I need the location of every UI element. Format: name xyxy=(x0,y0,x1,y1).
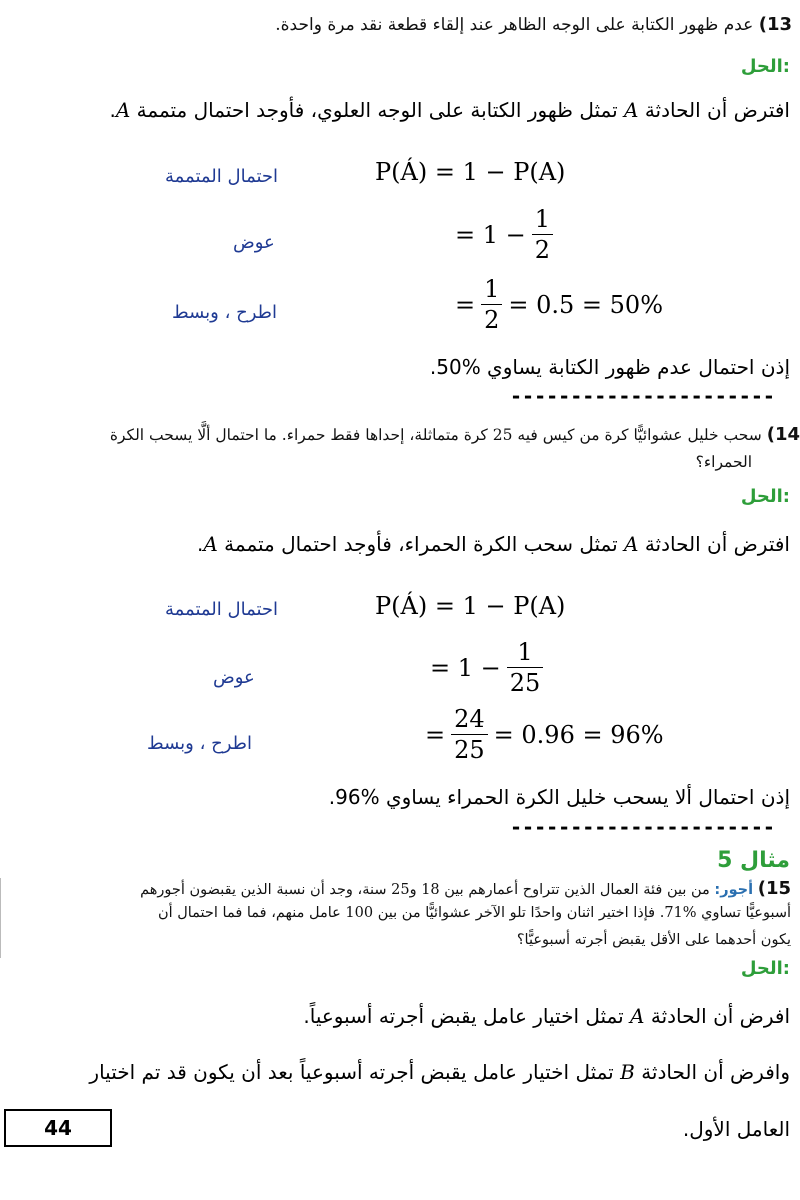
numerator: 1 xyxy=(517,638,533,666)
question-15-keyword: أجور: xyxy=(714,882,754,898)
var-a: A xyxy=(630,1004,645,1028)
eq-text: = 0.5 = 50% xyxy=(508,290,664,319)
numerator: 1 xyxy=(484,275,500,303)
page-number-box xyxy=(4,1109,112,1147)
equation-14-3 xyxy=(425,705,664,764)
label-simplify: اطرح ، وبسط xyxy=(172,302,277,323)
solution-15-line3: العامل الأول. xyxy=(682,1117,790,1141)
eq-text: P(Á) = 1 − P(A) xyxy=(375,592,566,620)
question-13-number: 13) xyxy=(758,14,792,35)
var-b: B xyxy=(620,1060,635,1084)
question-15-line1 xyxy=(140,878,791,899)
equation-14-1 xyxy=(375,592,565,620)
denominator: 25 xyxy=(451,734,488,764)
question-14-number: 14) xyxy=(766,424,800,445)
label-simplify: اطرح ، وبسط xyxy=(147,733,252,754)
question-15-number: 15) xyxy=(757,878,791,899)
denominator: 25 xyxy=(507,667,544,697)
solution-label-15: الحل: xyxy=(740,958,790,979)
question-14 xyxy=(110,424,800,445)
solution-13-intro xyxy=(109,98,790,122)
denominator: 2 xyxy=(532,234,553,264)
question-14-line2: الحمراء؟ xyxy=(695,453,752,471)
question-15-line2: أسبوعيًّا تساوي %71. فإذا اختير اثنان واحدًا تلو الآخر عشوائيًّا من بين 100 عامل منهم، فما فما احتمال أن xyxy=(157,905,791,921)
intro-suffix: تمثل سحب الكرة الحمراء، فأوجد احتمال متممة xyxy=(224,532,618,556)
var-a: A xyxy=(624,532,639,556)
line-prefix: افرض أن الحادثة xyxy=(650,1004,790,1028)
fraction xyxy=(481,275,502,334)
solution-label-13: الحل: xyxy=(740,56,790,77)
example-title: مثال 5 xyxy=(717,848,790,873)
intro-prefix: افترض أن الحادثة xyxy=(644,532,790,556)
eq-text: = xyxy=(455,290,476,319)
label-substitute: عوض xyxy=(213,667,255,688)
line-prefix: وافرض أن الحادثة xyxy=(641,1060,790,1084)
equation-13-3 xyxy=(455,275,663,334)
fraction xyxy=(507,638,544,697)
solution-label-14: الحل: xyxy=(740,486,790,507)
fraction xyxy=(451,705,488,764)
equation-13-2 xyxy=(455,205,559,264)
end-dot: . xyxy=(197,532,204,556)
question-15-line3: يكون أحدهما على الأقل يقبض أجرته أسبوعيًّا؟ xyxy=(516,932,791,948)
solution-14-intro xyxy=(197,532,790,556)
numerator: 24 xyxy=(454,705,485,733)
equation-13-1 xyxy=(375,158,565,186)
eq-text: = 1 − xyxy=(430,653,501,682)
denominator: 2 xyxy=(481,304,502,334)
line-suffix: تمثل اختيار عامل يقبض أجرته أسبوعياً بعد أن يكون قد تم اختيار xyxy=(89,1060,614,1084)
conclusion-14: إذن احتمال ألا يسحب خليل الكرة الحمراء يساوي %96. xyxy=(328,785,790,809)
eq-text: = 0.96 = 96% xyxy=(493,720,664,749)
separator: ---------------------- xyxy=(510,384,775,408)
question-15-text1: من بين فئة العمال الذين تتراوح أعمارهم بين 18 و25 سنة، وجد أن نسبة الذين يقبضون أجورهم xyxy=(140,882,710,898)
var-a: A xyxy=(624,98,639,122)
label-complement: احتمال المتممة xyxy=(165,599,279,620)
question-15 xyxy=(0,878,800,958)
separator: ---------------------- xyxy=(510,815,775,839)
line-suffix: تمثل اختيار عامل يقبض أجرته أسبوعياً. xyxy=(303,1004,624,1028)
question-13-text: عدم ظهور الكتابة على الوجه الظاهر عند إلقاء قطعة نقد مرة واحدة. xyxy=(275,15,754,35)
label-complement: احتمال المتممة xyxy=(165,166,279,187)
question-14-line1: سحب خليل عشوائيًّا كرة من كيس فيه 25 كرة متماثلة، إحداها فقط حمراء. ما احتمال ألَّا يسحب الكرة xyxy=(109,426,762,444)
fraction xyxy=(532,205,553,264)
question-13 xyxy=(275,14,792,35)
conclusion-13: إذن احتمال عدم ظهور الكتابة يساوي %50. xyxy=(429,355,790,379)
page-number: 44 xyxy=(44,1116,72,1140)
intro-suffix: تمثل ظهور الكتابة على الوجه العلوي، فأوجد احتمال متممة xyxy=(136,98,618,122)
solution-15-line2 xyxy=(89,1060,790,1084)
numerator: 1 xyxy=(534,205,551,233)
equation-14-2 xyxy=(430,638,549,697)
label-substitute: عوض xyxy=(233,232,275,253)
eq-text: = 1 − xyxy=(455,220,526,249)
var-a: A xyxy=(203,532,218,556)
var-a: A xyxy=(115,98,131,122)
end-dot: . xyxy=(109,98,116,122)
solution-15-line1 xyxy=(303,1004,790,1028)
eq-text: P(Á) = 1 − P(A) xyxy=(375,158,566,186)
eq-text: = xyxy=(425,720,446,749)
intro-prefix: افترض أن الحادثة xyxy=(644,98,790,122)
